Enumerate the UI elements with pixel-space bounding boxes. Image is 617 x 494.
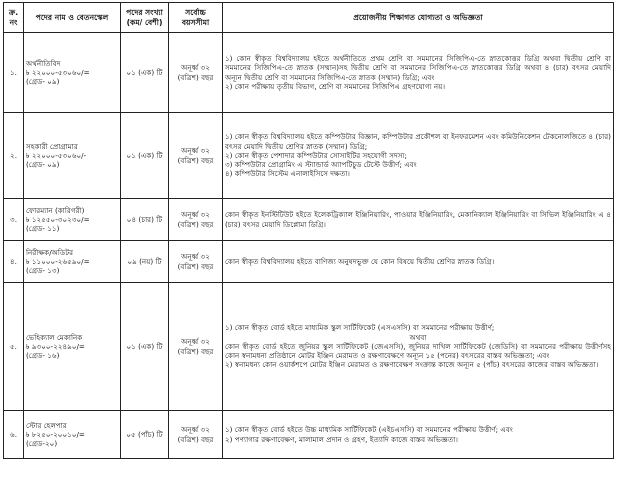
age-limit xyxy=(169,33,223,113)
age-limit-line2: (বত্রিশ) বছর xyxy=(177,72,214,82)
job-circular-table xyxy=(3,2,614,492)
pay-scale: ৳ ২২০০০-৫৩০৬০/= xyxy=(26,67,90,77)
qualification-item: কোন স্বীকৃত বোর্ড হইতে জুনিয়র স্কুল সার্টিফিকেট (জেএসসি), জুনিয়র দাখিল সার্টিফিকেট (জেডিসি) বা সমমানের পরীক্ষায় উত্তীর্ণসহ কোন স্বনামধন্য প্রতিষ্ঠানে মোটর ইঞ্জিন মেরামত ও রক্ষণাবেক্ষণে অন্যূন ১৫ (পনের) বৎসরের বাস্তব অভিজ্ঞতা; এবং xyxy=(225,341,611,361)
age-limit-line2: (বত্রিশ) বছর xyxy=(177,219,214,229)
table-row xyxy=(4,199,614,241)
header-sl: ক্র. নং xyxy=(4,3,24,33)
row-sl: ৪. xyxy=(4,241,24,283)
header-count: পদের সংখ্যা (কম/ বেশী) xyxy=(121,3,169,33)
row-post xyxy=(24,113,121,199)
row-post xyxy=(24,199,121,241)
pay-scale: ৳ ১২৫৫০-৩০২৩০/= xyxy=(26,214,90,224)
age-limit-line1: অনূর্ধ্ব ৩২ xyxy=(181,425,210,435)
age-limit xyxy=(169,199,223,241)
post-name: নিরীক্ষক/অডিটর xyxy=(26,247,74,257)
qualification-item: ২) কোন পরীক্ষায় তৃতীয় বিভাগ, শ্রেণি বা সমমানের সিজিপিএ গ্রহণযোগ্য নয়। xyxy=(225,81,446,91)
age-limit-line1: অনূর্ধ্ব ৩২ xyxy=(181,63,210,73)
post-name: ভেহিক্যাল মেকানিক xyxy=(26,332,83,342)
post-name: অর্থনীতিবিদ xyxy=(26,58,61,68)
qualification xyxy=(223,411,614,459)
age-limit xyxy=(169,113,223,199)
pay-scale: ৳ ৯৩০০-২২৪৯০/= xyxy=(26,341,85,351)
qualification xyxy=(223,113,614,199)
pay-scale: ৳ ২২০০০-৫৩০৬০/- xyxy=(26,150,87,160)
qualification xyxy=(223,283,614,411)
grade: (গ্রেড- ১১) xyxy=(26,224,60,234)
header-post: পদের নাম ও বেতনস্কেল xyxy=(24,3,121,33)
age-limit-line1: অনূর্ধ্ব ৩২ xyxy=(181,252,210,262)
row-post xyxy=(24,411,121,459)
post-count: ০৪ (চার) টি xyxy=(121,199,169,241)
age-limit-line2: (বত্রিশ) বছর xyxy=(177,155,214,165)
qualification xyxy=(223,199,614,241)
age-limit-line2: (বত্রিশ) বছর xyxy=(177,261,214,271)
table-row xyxy=(4,241,614,283)
age-limit-line1: অনূর্ধ্ব ৩২ xyxy=(181,210,210,220)
qualification-item: ২) স্বনামধন্য কোন ওয়ার্কশপে মোটর ইঞ্জিন মেরামত ও রক্ষণাবেক্ষণ সংক্রান্ত কাজে অন্যূন ৫ (পাঁচ) বৎসরের কাজের বাস্তব অভিজ্ঞতা। xyxy=(225,360,599,370)
post-count: ০৫ (পাঁচ) টি xyxy=(121,411,169,459)
row-post xyxy=(24,33,121,113)
table-row xyxy=(4,411,614,459)
qualification-item: ১) কোন স্বীকৃত বোর্ড হইতে উচ্চ মাধ্যমিক সার্টিফিকেট (এইচএসসি) বা সমমানের পরীক্ষায় উত্তীর্ণ; এবং xyxy=(225,425,513,435)
pay-scale: ৳ ৮২৫০-২০০১০/= xyxy=(26,429,85,439)
pay-scale: ৳ ১১০০০-২৬৫৯০/= xyxy=(26,256,90,266)
post-name: ফোরম্যান (কারিগরী) xyxy=(26,205,85,215)
post-name: স্টোর হেলপার xyxy=(26,420,67,430)
grade: (গ্রেড-২০) xyxy=(26,439,58,449)
header-row xyxy=(4,3,614,33)
qualification xyxy=(223,241,614,283)
age-limit-line2: (বত্রিশ) বছর xyxy=(177,434,214,444)
qualification-item: ১) কোন স্বীকৃত বিশ্ববিদ্যালয় হইতে কম্পিউটার বিজ্ঞান, কম্পিউটার প্রকৌশল বা ইনফরমেশন এবং কমিউনিকেশন টেকনোলজিতে ৪ (চার) বৎসর মেয়াদি দ্বিতীয় শ্রেণির স্নাতক (সম্মান) ডিগ্রি; xyxy=(225,132,611,151)
grade: (গ্রেড- ০৯) xyxy=(26,160,60,170)
grade: (গ্রেড- ০৯) xyxy=(26,77,60,87)
header-age: সর্বোচ্চ বয়সসীমা xyxy=(169,3,223,33)
qualification-or: অথবা xyxy=(409,332,427,342)
qualification-item: কোন স্বীকৃত ইনস্টিটিউট হইতে ইলেকট্রিক্যাল ইঞ্জিনিয়ারিং, পাওয়ার ইঞ্জিনিয়ারিং, মেকানিক্যাল ইঞ্জিনিয়ারিং বা সিভিল ইঞ্জিনিয়ারিং এ ৪ (চার) বৎসর মেয়াদি ডিপ্লোমা ডিগ্রি। xyxy=(225,210,611,229)
qualification-item: ২) কোন স্বীকৃত পেশাদার কম্পিউটার সোসাইটির সহযোগী সদস্য; xyxy=(225,150,407,160)
age-limit-line2: (বত্রিশ) বছর xyxy=(177,346,214,356)
age-limit-line1: অনূর্ধ্ব ৩২ xyxy=(181,146,210,156)
grade: (গ্রেড- ১৬) xyxy=(26,351,60,361)
age-limit xyxy=(169,283,223,411)
row-sl: ৬. xyxy=(4,411,24,459)
grade: (গ্রেড- ১৩) xyxy=(26,266,60,276)
table-row xyxy=(4,283,614,411)
qualification-item: ৩) কম্পিউটার প্রোগ্রামিং এ স্ট্যান্ডার্ড অ্যাপটিচুড টেস্টে উত্তীর্ণ; এবং xyxy=(225,160,417,170)
post-count: ০৯ (নয়) টি xyxy=(121,241,169,283)
post-count: ০১ (এক) টি xyxy=(121,283,169,411)
header-qualification: প্রয়োজনীয় শিক্ষাগত যোগ্যতা ও অভিজ্ঞতা xyxy=(223,3,614,33)
qualification-item: ১) কোন স্বীকৃত বিশ্ববিদ্যালয় হইতে অর্থনীতিতে প্রথম শ্রেণি বা সমমানের সিজিপিএ-তে স্নাতকোত্তর ডিগ্রি অথবা দ্বিতীয় শ্রেণি বা সমমানের সিজিপিএ-তে স্নাতক (সম্মান)সহ দ্বিতীয় শ্রেণি বা সমমানের সিজিপিএ-তে স্নাতকোত্তর ডিগ্রি অথবা ৪ (চার) বৎসর মেয়াদি অন্যূন দ্বিতীয় শ্রেণি বা সমমানের সিজিপিএ-তে স্নাতক (সম্মান) ডিগ্রি; এবং xyxy=(225,54,611,82)
age-limit xyxy=(169,411,223,459)
qualification-item: ৪) কম্পিউটার সিস্টেম এনালাইসিসে দক্ষতা। xyxy=(225,169,350,179)
table-row xyxy=(4,33,614,113)
qualification-item: ২) পণ্যাগার রক্ষণাবেক্ষণ, মালামাল প্রদান ও গ্রহণ, ইত্যাদি কাজে বাস্তব অভিজ্ঞতা। xyxy=(225,434,458,444)
requirements-table xyxy=(3,2,614,459)
row-sl: ৫. xyxy=(4,283,24,411)
row-sl: ২. xyxy=(4,113,24,199)
table-row xyxy=(4,113,614,199)
row-sl: ১. xyxy=(4,33,24,113)
row-post xyxy=(24,241,121,283)
post-count: ০১ (এক) টি xyxy=(121,113,169,199)
row-sl: ৩. xyxy=(4,199,24,241)
qualification-item: ১) কোন স্বীকৃত বোর্ড হইতে মাধ্যমিক স্কুল সার্টিফিকেট (এসএসসি) বা সমমানের পরীক্ষায় উত্তীর্ণ; xyxy=(225,323,495,333)
post-count: ০১ (এক) টি xyxy=(121,33,169,113)
qualification xyxy=(223,33,614,113)
age-limit-line1: অনূর্ধ্ব ৩২ xyxy=(181,337,210,347)
row-post xyxy=(24,283,121,411)
age-limit xyxy=(169,241,223,283)
qualification-item: কোন স্বীকৃত বিশ্ববিদ্যালয় হইতে বাণিজ্য অনুষদভুক্ত যে কোন বিষয়ে দ্বিতীয় শ্রেণির স্নাতক ডিগ্রি। xyxy=(225,256,495,266)
post-name: সহকারী প্রোগ্রামার xyxy=(26,141,78,151)
